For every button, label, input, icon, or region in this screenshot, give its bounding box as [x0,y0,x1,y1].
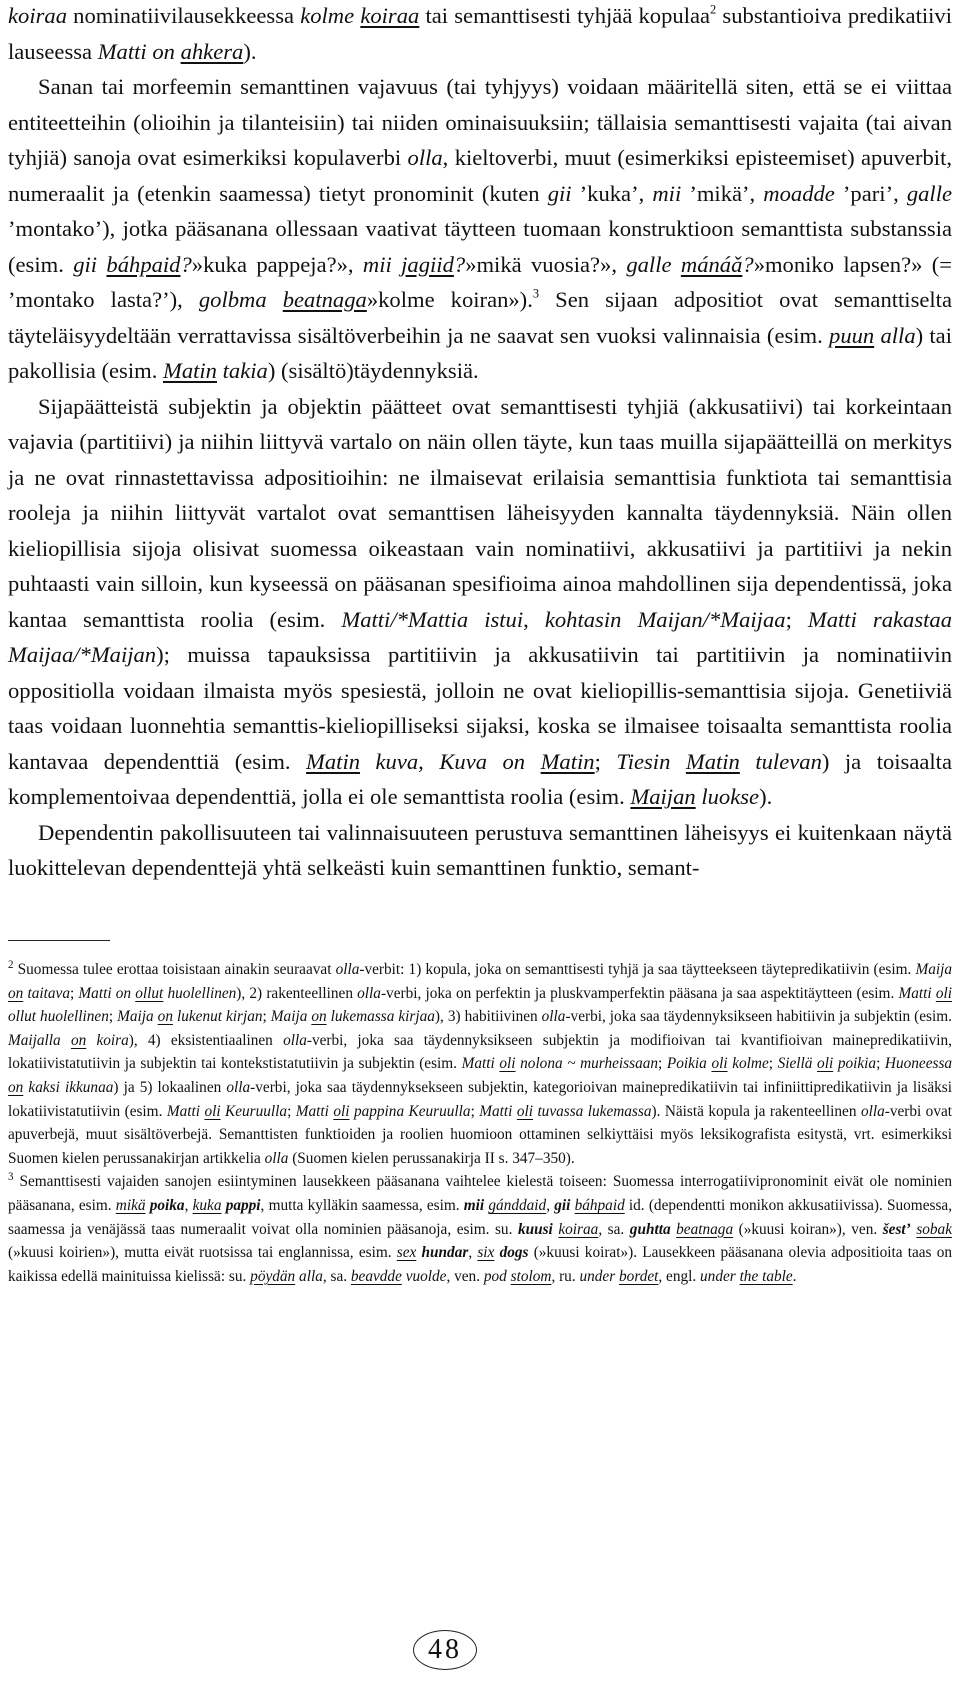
text-run: ), 2) rakenteellinen [236,984,358,1002]
text-run: tai semanttisesti tyhjää kopulaa [419,3,711,28]
footnote-marker: 2 [710,2,717,17]
text-run: six [477,1244,495,1262]
text-run: ; [594,748,617,774]
text-run: Matti [898,984,932,1002]
text-run: olla [283,1031,307,1049]
text-run [86,1032,96,1049]
text-run: jagiid [401,251,454,277]
text-run: taitava [27,984,70,1002]
text-run: gii [554,1196,571,1214]
footnote-3 [8,1170,952,1288]
text-run: ) tai pakollisia (esim. [8,322,952,383]
page [8,0,953,1285]
paragraph-2 [8,69,952,389]
text-run: Matti on [97,38,175,64]
text-run: kolme [732,1055,769,1073]
text-run: . [792,1267,797,1285]
paragraph-4 [8,815,952,886]
text-run: oli [333,1102,350,1120]
main-text [8,0,952,886]
text-run: olla [860,1102,885,1120]
text-run: »mikä vuosia?», [465,251,627,277]
text-run: , [184,1196,193,1214]
text-run [672,252,681,277]
text-run: olla [357,984,381,1002]
text-run: ) (sisältö)täydennyksiä. [267,358,479,383]
text-run [61,1032,71,1049]
text-run: ; [287,1102,296,1120]
text-run: mikä [115,1196,146,1214]
text-run: ); muissa tapauksissa partitiivin ja akkusatiivin tai partitiivin ja nominatiivin oppositiolla voidaan ilmaista myös spesiestä, jolloin ne ovat kieliopillis-semanttisia sijoja. Genetiiviä taas voidaan luonnehtia semanttis-kieliopilliseksi sijaksi, koska se ilmaisee toisaalta semanttista roolia kantavaa dependenttiä (esim. [8,642,952,774]
text-run: on [311,1008,327,1026]
text-run: oli [204,1102,221,1120]
text-run: Matti/*Mattia istui [341,606,524,632]
text-run: kohtasin Maijan/*Maijaa [544,606,786,632]
text-run [267,287,283,312]
text-run: luokse [701,784,760,809]
text-run: koira [96,1031,129,1049]
text-run: Matti [479,1102,513,1120]
text-run: ). Näistä kopula ja rakenteellinen [651,1102,861,1120]
text-run: golbma [198,287,267,312]
text-run: the table [739,1267,793,1285]
text-run: -verbi, joka saa täydennyksekseen subjektin, kategorioivan mainepredikatiivin tai infiniittipredikatiivin ja lisäksi lokatiivistatutiivin (esim. [8,1078,952,1120]
text-run: báhpaid [574,1196,625,1214]
text-run: galle [626,251,672,277]
text-run: -verbi, joka on perfektin ja pluskvamperfektin pääsana ja saa aspektitäytteen (esim. [380,984,899,1002]
text-run: (»kuusi koirat»). Lausekkeen pääsanana olevia adpositioita taas on kaikissa edellä mainituissa kielissä: su. [8,1244,953,1285]
text-run: hundar [421,1244,469,1262]
text-run: Huoneessa [884,1055,953,1073]
text-run: alla [880,322,916,348]
text-run: (»kuusi koirien»), mutta eivät ruotsissa tai englannissa, esim. [8,1244,397,1262]
paragraph-1 [8,0,952,69]
text-run: Keuruulla [225,1102,288,1120]
text-run: ). [243,38,257,64]
text-run: ; [785,606,808,632]
text-run: koiraa [8,3,67,28]
text-run: Matin [685,748,740,774]
text-run: ’kuka’, [571,180,653,206]
text-run: nominatiivilausekkeessa [67,3,301,28]
text-run: ). [759,784,773,809]
text-run: substantioiva predikatiivi lauseessa [8,3,952,64]
text-run: gii [73,251,98,277]
text-run: Semanttisesti vajaiden sanojen esiintyminen lausekkeen pääsanana vaihtelee kielestä toiseen: Suomessa interrogatiivipronominit eivät ole nominien pääsanana, esim. [8,1173,952,1214]
text-run: Maijalla [8,1031,61,1049]
text-run: -verbi ovat apuverbejä, muut sisältöverbejä. Semanttisten funktioiden ja roolien huomioon ottaminen selkiyttäisi myös leksikografista esitystä, vrt. esimerkiksi Suomen kielen perussanakirjan artikkelia [8,1102,953,1167]
text-run: kuusi [517,1220,553,1238]
text-run: ), 4) eksistentiaalinen [128,1031,284,1049]
text-run: Matti [461,1055,495,1073]
text-run: Sanan tai morfeemin semanttinen vajavuus (tai tyhjyys) voidaan määritellä siten, että se ei viittaa entiteetteihin (olioihin ja tilanteisiin) tai niiden ominaisuuksiin; tällaisia semanttisesti vajaita (tai aivan tyhjiä) sanoja ovat esimerkiksi kopulaverbi [8,74,952,170]
text-run: oli [516,1102,533,1120]
text-run: olla [226,1078,251,1096]
text-run: Tiesin [616,748,671,774]
text-run: oli [499,1055,516,1073]
text-run: Siellä [777,1055,813,1073]
text-run: pöydän [250,1267,296,1285]
text-run: mii [362,251,392,277]
text-run: Poikia [666,1055,707,1073]
text-run: Maija [117,1008,154,1026]
text-run: Dependentin pakollisuuteen tai valinnaisuuteen perustuva semanttinen läheisyys ei kuitenkaan näytä luokittelevan dependenttejä yhtä selkeästi kuin semanttinen funktio, semant- [8,819,952,880]
text-run: bordet [619,1267,659,1285]
text-run: under [700,1267,736,1285]
footnote-marker: 3 [532,286,540,301]
text-run: kolme [300,3,355,28]
text-run: ; [768,1055,778,1073]
text-run: poika [149,1196,185,1214]
text-run: sobak [916,1220,953,1238]
text-run: Matti [166,1102,200,1120]
text-run: »moniko lapsen?» (= ’montako lasta?’), [8,251,953,312]
text-run: ; [108,1008,118,1026]
text-run: ’pari’, [834,180,907,206]
text-run [740,749,756,774]
text-run: Sijapäätteistä subjektin ja objektin päätteet ovat semanttisesti tyhjiä (akkusatiivi) tai korkeintaan vajavia (partitiivi) ja niihin liittyvä vartalo on näin ollen täyte, kun taas muilla sijapäätteillä on merkitys ja ne ovat rinnastettavissa adpositioihin: ne ilmaisevat erilaisia semanttisia funktiota tai semanttisia rooleja ja niihin liittyvät vartalot ovat semanttisen läheisyyden kannalta täydennyksiä. Näin ollen kieliopillisia sijoja olisivat suomessa oikeastaan vain nominatiivi, akkusatiivi ja partitiivi ja nekin puhtaasti vain silloin, kun kyseessä on pääsanan spesifioima ainoa mahdollinen sija dependentissä, joka kantaa semanttista roolia (esim. [8,393,952,632]
text-run: stolom [510,1267,552,1285]
text-run: -verbi, joka saa täydennyksikseen habitiivin ja subjektin (esim. [565,1008,952,1026]
paragraph-3 [8,389,952,815]
text-run [670,749,686,774]
text-run: mii [463,1196,485,1214]
text-run: ? [742,251,754,277]
footnote-divider [8,940,110,941]
text-run: olla [264,1149,289,1167]
text-run: kuka [192,1196,222,1214]
text-run: ; [262,1008,271,1026]
text-run: beavdde [350,1267,402,1285]
text-run: Matin [540,748,595,774]
text-run: Matin [163,358,217,383]
text-run: takia [222,358,268,383]
text-run: (»kuusi koiran»), ven. [733,1220,883,1238]
text-run: sex [396,1244,417,1262]
text-run: , [546,1196,555,1214]
text-run: Matti on [78,984,132,1002]
text-run: , sa. [598,1220,630,1238]
text-run: on [157,1008,173,1026]
text-run: ; [69,984,79,1002]
text-run: id. (dependentti monikon akkusatiivissa). Suomessa, saamessa ja venäjässä taas numeraalit voivat olla nominien pääsanoja, esim. su. [8,1196,953,1238]
text-run: ; [470,1102,480,1120]
text-run: ’mikä’, [681,180,764,206]
text-run: poikia [837,1055,877,1073]
text-run [360,749,376,774]
text-run: mánáǎ [680,251,743,277]
text-run: pod [483,1267,507,1285]
text-run: kaksi ikkunaa [28,1078,114,1096]
text-run: Matin [306,748,361,774]
text-run: gánddaid [488,1196,547,1214]
text-run: on [8,1078,24,1096]
text-run: , ven. [446,1267,484,1285]
text-run: , sa. [322,1267,351,1285]
text-run: Maija [915,961,952,978]
text-run [392,252,401,277]
text-run: , engl. [658,1267,701,1285]
footnote-marker: 2 [8,958,14,971]
text-run: ahkera [180,38,244,64]
text-run: oli [817,1055,834,1073]
text-run: ) ja 5) lokaalinen [113,1078,227,1096]
text-run: Sen sijaan adpositiot ovat semanttiselta täyteläisyydeltään verrattavissa sisältöverbeihin ja ne saavat sen vuoksi valinnaisia (esim. [8,287,952,348]
text-run: gii [547,180,572,206]
text-run: , [523,606,545,632]
text-run: , ru. [551,1267,580,1285]
text-run: ? [180,251,192,277]
text-run: -verbit: 1) kopula, joka on semanttisesti tyhjä ja saa täytteekseen täytepredikatiivin (esim. [359,961,916,978]
text-run: , [468,1244,478,1262]
text-run: olla [541,1008,566,1026]
text-run: ollut huolellinen [8,1008,109,1026]
text-run: olla [407,145,443,170]
text-run: Suomessa tulee erottaa toisistaan ainakin seuraavat [13,961,336,978]
text-run: ), 3) habitiivinen [434,1008,542,1026]
text-run: ) ja toisaalta komplementoivaa dependenttiä, jolla ei ole semanttista roolia (esim. [8,748,952,809]
text-run: lukenut kirjan [176,1008,263,1026]
text-run: oli [711,1055,728,1073]
text-run: under [579,1267,616,1285]
text-run: on [70,1031,87,1049]
text-run: Matti [295,1102,329,1120]
text-run: mii [652,180,682,206]
text-run: olla [335,961,360,978]
text-run: lukemassa kirjaa [330,1008,435,1026]
text-run: šest’ [882,1220,911,1238]
text-run: pappi [225,1196,261,1214]
footnotes [8,958,952,1288]
text-run: oli [935,984,952,1002]
text-run: tuvassa lukemassa [537,1102,652,1120]
text-run: »kuka pappeja?», [191,251,363,277]
text-run: kuva, Kuva on [375,748,526,774]
text-run: ollut [135,984,164,1002]
text-run: beatnaga [676,1220,734,1238]
text-run: ; [876,1055,885,1073]
text-run: pappina Keuruulla [353,1102,471,1120]
text-run: , kieltoverbi, muut (esimerkiksi episteemiset) apuverbit, numeraalit ja (etenkin saamessa) tietyt pronominit (kuten [8,145,952,206]
footnote-marker: 3 [8,1171,14,1184]
text-run: beatnaga [282,287,367,312]
text-run: on [8,984,24,1002]
text-run: guhtta [629,1220,671,1238]
text-run: galle [906,180,953,206]
text-run: nolona ~ murheissaan [520,1055,659,1073]
text-run: tulevan [755,748,822,774]
text-run: ; [658,1055,667,1073]
text-run: alla [299,1267,323,1285]
text-run: vuolde [405,1267,447,1285]
text-run: Maijan [630,784,696,809]
text-run: »kolme koiran»). [366,287,533,312]
text-run: huolellinen [167,984,237,1002]
text-run: Maija [270,1008,308,1026]
text-run: dogs [499,1244,529,1262]
text-run: -verbi, joka saa täydennyksikseen subjektin ja modifioivan tai kvantifioivan mainepredikatiivin, lokatiivistatutiivin ja subjektin tai kontekstistatutiivin ja subjektin (esim. [8,1031,952,1073]
text-run: (Suomen kielen perussanakirja II s. 347–350). [288,1149,575,1167]
text-run: báhpaid [106,251,181,277]
text-run: moadde [763,180,835,206]
text-run: koiraa [360,3,420,28]
text-run: ? [453,251,466,277]
text-run: puun [829,322,875,348]
text-run: koiraa [558,1220,599,1238]
page-number: 48 [413,1630,477,1670]
text-run: ’montako’), jotka pääsanana ollessaan vaativat täytteen tuomaan konstruktioon semanttista substanssia (esim. [8,216,952,277]
text-run: , mutta kylläkin saamessa, esim. [260,1196,464,1214]
text-run: Matti rakastaa Maijaa/*Maijan [8,606,952,667]
footnote-2 [8,958,952,1170]
text-run [525,749,541,774]
